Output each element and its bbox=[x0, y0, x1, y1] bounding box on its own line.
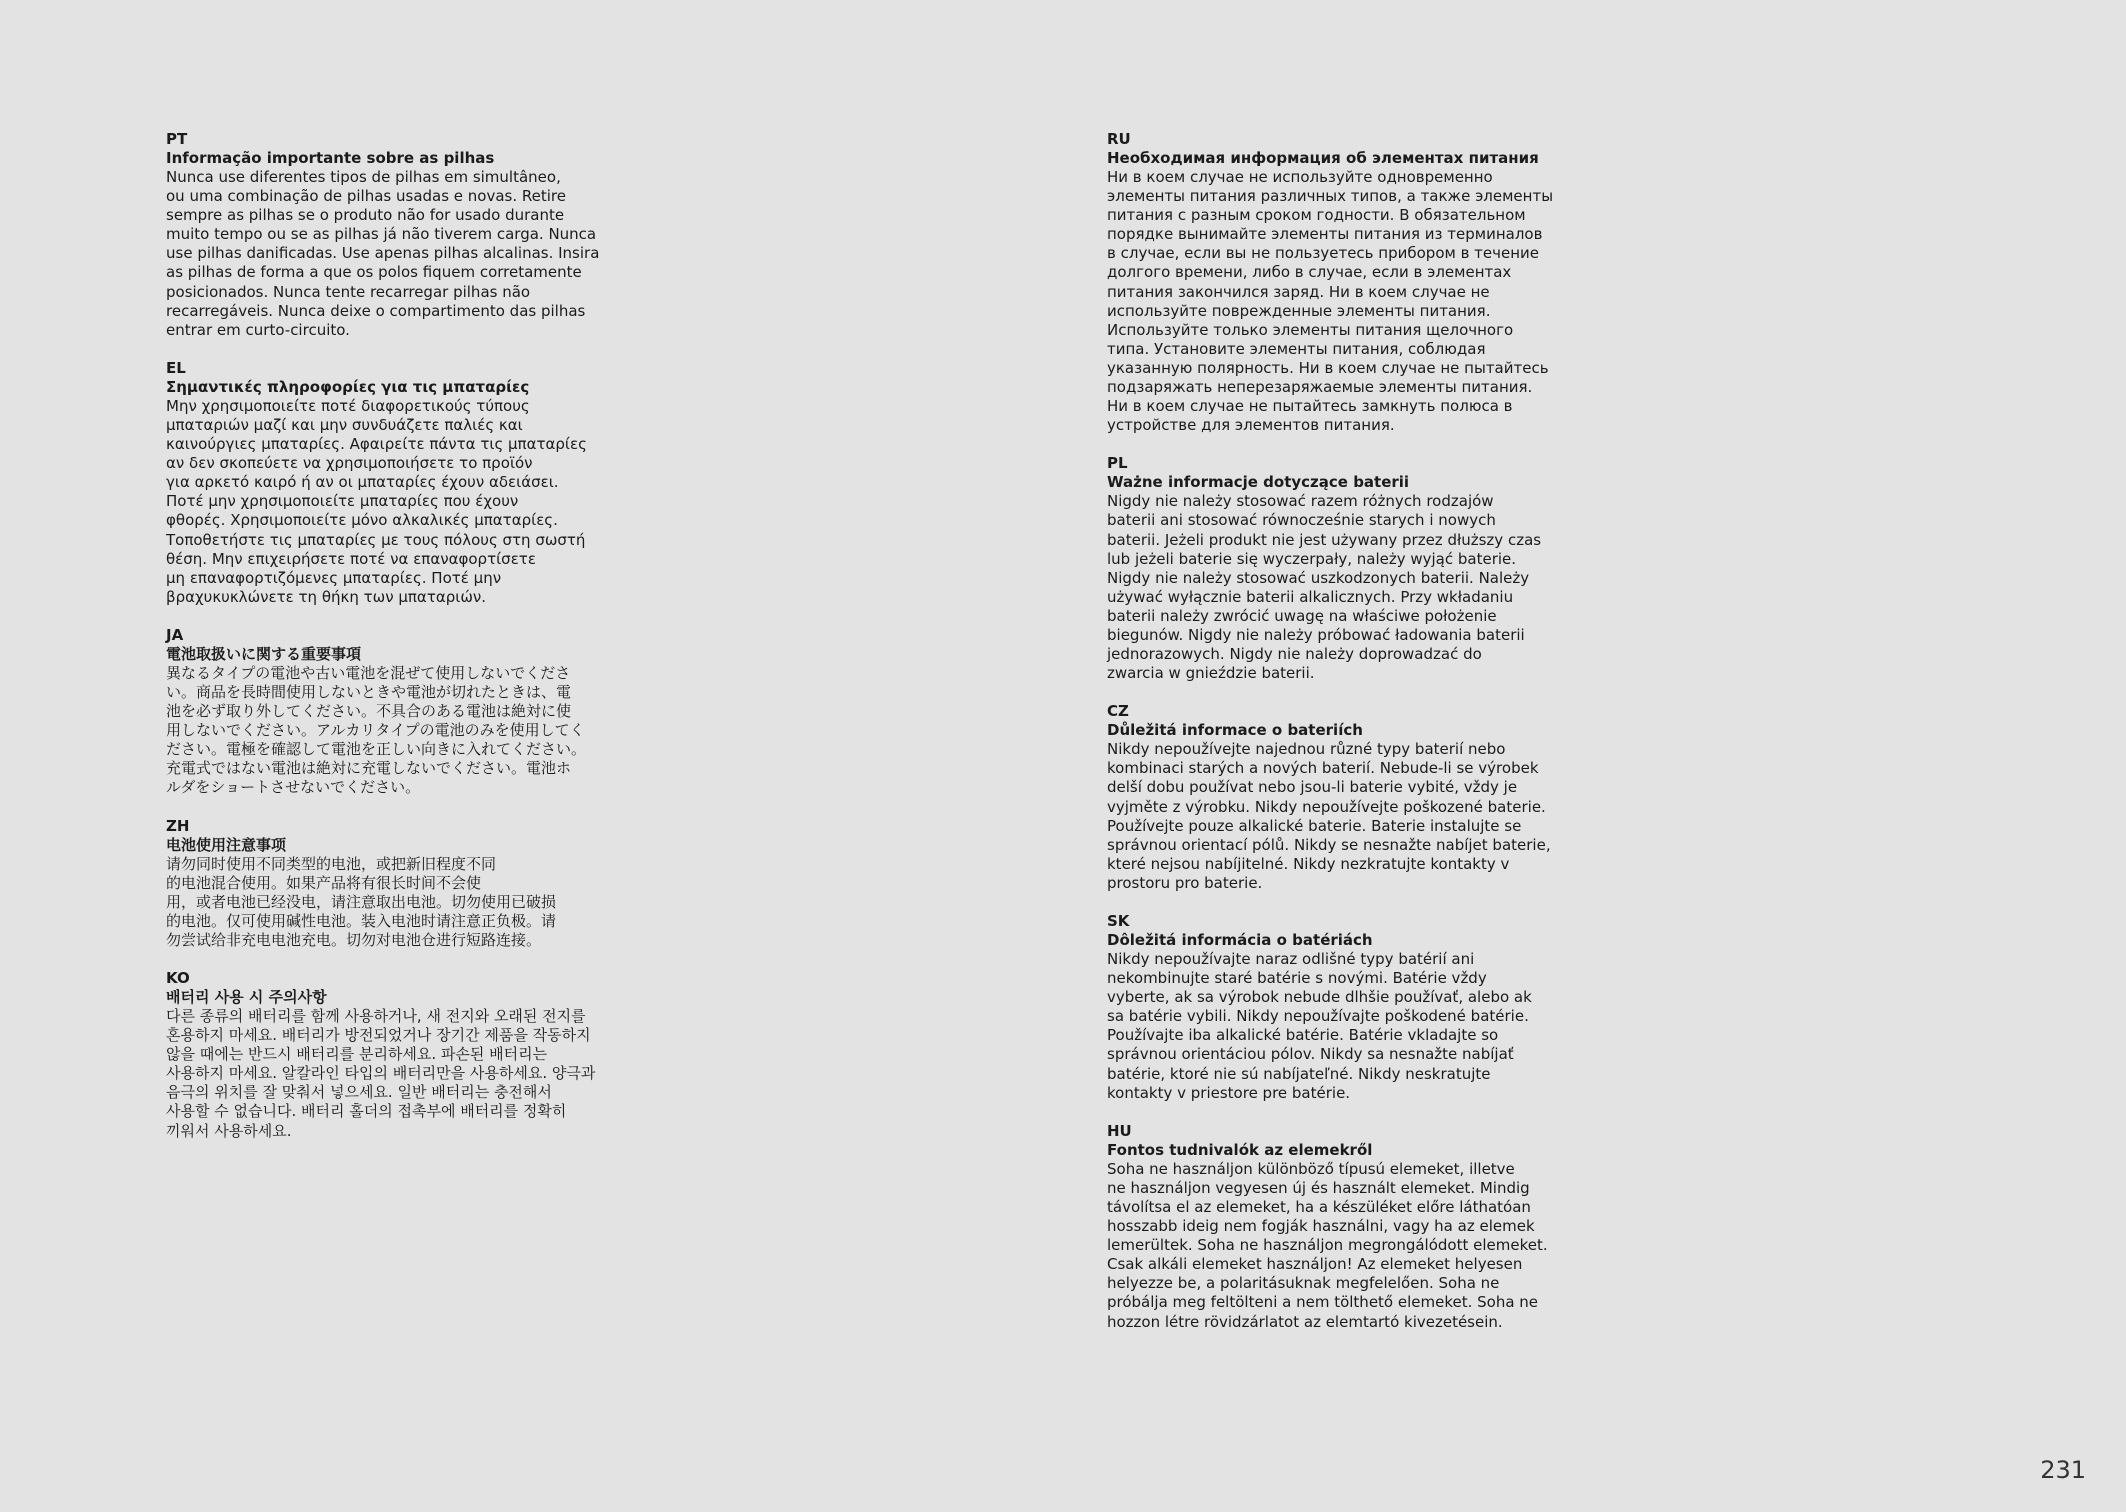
section-sk bbox=[1107, 912, 1587, 1103]
section-title: Dôležitá informácia o batériách bbox=[1107, 931, 1373, 949]
section-title: 배터리 사용 시 주의사항 bbox=[166, 988, 327, 1006]
language-code: PL bbox=[1107, 454, 1128, 473]
section-body: Nikdy nepoužívejte najednou různé typy baterií nebo kombinaci starých a nových baterií. Nebude-li se výrobek delší dobu používat nebo jsou-li baterie vybité, vždy je vyjměte z výrobku. Nikdy nepoužívejte poškozené baterie. Používejte pouze alkalické baterie. Baterie instalujte se správnou orientací pólů. Nikdy se nesnažte nabíjet baterie, které nejsou nabíjitelné. Nikdy nezkratujte kontakty v prostoru pro baterie. bbox=[1107, 740, 1551, 892]
section-cz bbox=[1107, 702, 1587, 893]
section-title: Σημαντικές πληροφορίες για τις μπαταρίες bbox=[166, 377, 530, 396]
section-title: Ważne informacje dotyczące baterii bbox=[1107, 473, 1410, 492]
section-body: Nikdy nepoužívajte naraz odlišné typy batérií ani nekombinujte staré batérie s novými. Batérie vždy vyberte, ak sa výrobok nebude dlhšie používať, alebo ak sa batérie vybili. Nikdy nepoužívajte poškodené batérie. Používajte iba alkalické batérie. Batérie vkladajte so správnou orientáciou pólov. Nikdy sa nesnažte nabíjať batérie, ktoré nie sú nabíjateľné. Nikdy neskratujte kontakty v priestore pre batérie. bbox=[1107, 950, 1532, 1102]
section-el bbox=[166, 359, 646, 607]
language-code: PT bbox=[166, 130, 188, 148]
section-body: 请勿同时使用不同类型的电池，或把新旧程度不同 的电池混合使用。如果产品将有很长时间不会使 用，或者电池已经没电，请注意取出电池。切勿使用已破损 的电池。仅可使用碱性电池。装入电池时请注意正负极。请 勿尝试给非充电电池充电。切勿对电池仓进行短路连接。 bbox=[166, 854, 557, 949]
section-pt bbox=[166, 130, 646, 340]
language-code: KO bbox=[166, 969, 190, 987]
section-body: Nigdy nie należy stosować razem różnych rodzajów baterii ani stosować równocześnie starych i nowych baterii. Jeżeli produkt nie jest używany przez dłuższy czas lub jeżeli baterie się wyczerpały, należy wyjąć baterie. Nigdy nie należy stosować uszkodzonych baterii. Należy używać wyłącznie baterii alkalicznych. Przy wkładaniu baterii należy zwrócić uwagę na właściwe położenie biegunów. Nigdy nie należy próbować ładowania baterii jednorazowych. Nigdy nie należy doprowadzać do zwarcia w gnieździe baterii. bbox=[1107, 492, 1542, 683]
section-ja bbox=[166, 626, 646, 798]
language-code: SK bbox=[1107, 912, 1130, 930]
section-body: Nunca use diferentes tipos de pilhas em simultâneo, ou uma combinação de pilhas usadas e novas. Retire sempre as pilhas se o produto não for usado durante muito tempo ou se as pilhas já não tiverem carga. Nunca use pilhas danificadas. Use apenas pilhas alcalinas. Insira as pilhas de forma a que os polos fiquem corretamente posicionados. Nunca tente recarregar pilhas não recarregáveis. Nunca deixe o compartimento das pilhas entrar em curto-circuito. bbox=[166, 168, 600, 339]
language-code: ZH bbox=[166, 816, 190, 835]
section-title: Fontos tudnivalók az elemekről bbox=[1107, 1140, 1373, 1159]
section-title: Důležitá informace o bateriích bbox=[1107, 721, 1363, 740]
page-number: 231 bbox=[2040, 1456, 2086, 1484]
language-code: RU bbox=[1107, 130, 1131, 148]
section-title: 電池取扱いに関する重要事項 bbox=[166, 644, 362, 663]
section-ru bbox=[1107, 130, 1587, 435]
language-code: CZ bbox=[1107, 702, 1129, 721]
language-code: EL bbox=[166, 358, 186, 377]
section-title: 电池使用注意事项 bbox=[166, 835, 287, 854]
language-code: HU bbox=[1107, 1121, 1132, 1140]
section-title: Необходимая информация об элементах питания bbox=[1107, 149, 1539, 167]
left-column bbox=[166, 130, 646, 1160]
section-body: 다른 종류의 배터리를 함께 사용하거나, 새 전지와 오래된 전지를 혼용하지 마세요. 배터리가 방전되었거나 장기간 제품을 작동하지 않을 때에는 반드시 배터리를 분리하세요. 파손된 배터리는 사용하지 마세요. 알칼라인 타입의 배터리만을 사용하세요. 양극과 음극의 위치를 잘 맞춰서 넣으세요. 일반 배터리는 충전해서 사용할 수 없습니다. 배터리 홀더의 접촉부에 배터리를 정확히 끼워서 사용하세요. bbox=[166, 1007, 596, 1140]
section-ko bbox=[166, 969, 646, 1141]
section-body: 異なるタイプの電池や古い電池を混ぜて使用しないでくださ い。商品を長時間使用しないときや電池が切れたときは、電 池を必ず取り外してください。不具合のある電池は絶対に使 用しないでください。アルカリタイプの電池のみを使用してく ださい。電極を確認して電池を正しい向きに入れてください。 充電式ではない電池は絶対に充電しないでください。電池ホ ルダをショートさせないでください。 bbox=[166, 663, 587, 797]
section-title: Informação importante sobre as pilhas bbox=[166, 149, 495, 167]
section-body: Soha ne használjon különböző típusú elemeket, illetve ne használjon vegyesen új és használt elemeket. Mindig távolítsa el az elemeket, ha a készüléket előre láthatóan hosszabb ideig nem fogják használni, vagy ha az elemek lemerültek. Soha ne használjon megrongálódott elemeket. Csak alkáli elemeket használjon! Az elemeket helyesen helyezze be, a polaritásuknak megfelelően. Soha ne próbálja meg feltölteni a nem tölthető elemeket. Soha ne hozzon létre rövidzárlatot az elemtartó kivezetésein. bbox=[1107, 1159, 1548, 1331]
language-code: JA bbox=[166, 625, 184, 644]
section-hu bbox=[1107, 1122, 1587, 1332]
right-column bbox=[1107, 130, 1587, 1351]
section-body: Ни в коем случае не используйте одновременно элементы питания различных типов, а также элементы питания с разным сроком годности. В обязательном порядке вынимайте элементы питания из терминалов в случае, если вы не пользуетесь прибором в течение долгого времени, либо в случае, если в элементах питания закончился заряд. Ни в коем случае не используйте поврежденные элементы питания. Используйте только элементы питания щелочного типа. Установите элементы питания, соблюдая указанную полярность. Ни в коем случае не пытайтесь подзаряжать неперезаряжаемые элементы питания. Ни в коем случае не пытайтесь замкнуть полюса в устройстве для элементов питания. bbox=[1107, 168, 1554, 435]
section-body: Μην χρησιμοποιείτε ποτέ διαφορετικούς τύπους μπαταριών μαζί και μην συνδυάζετε παλιές και καινούργιες μπαταρίες. Αφαιρείτε πάντα τις μπαταρίες αν δεν σκοπεύετε να χρησιμοποιήσετε το προϊόν για αρκετό καιρό ή αν οι μπαταρίες έχουν αδειάσει. Ποτέ μην χρησιμοποιείτε μπαταρίες που έχουν φθορές. Χρησιμοποιείτε μόνο αλκαλικές μπαταρίες. Τοποθετήστε τις μπαταρίες με τους πόλους στη σωστή θέση. Μην επιχειρήσετε ποτέ να επαναφορτίσετε μη επαναφορτιζόμενες μπαταρίες. Ποτέ μην βραχυκυκλώνετε τη θήκη των μπαταριών. bbox=[166, 396, 587, 606]
section-zh bbox=[166, 817, 646, 950]
section-pl bbox=[1107, 454, 1587, 683]
